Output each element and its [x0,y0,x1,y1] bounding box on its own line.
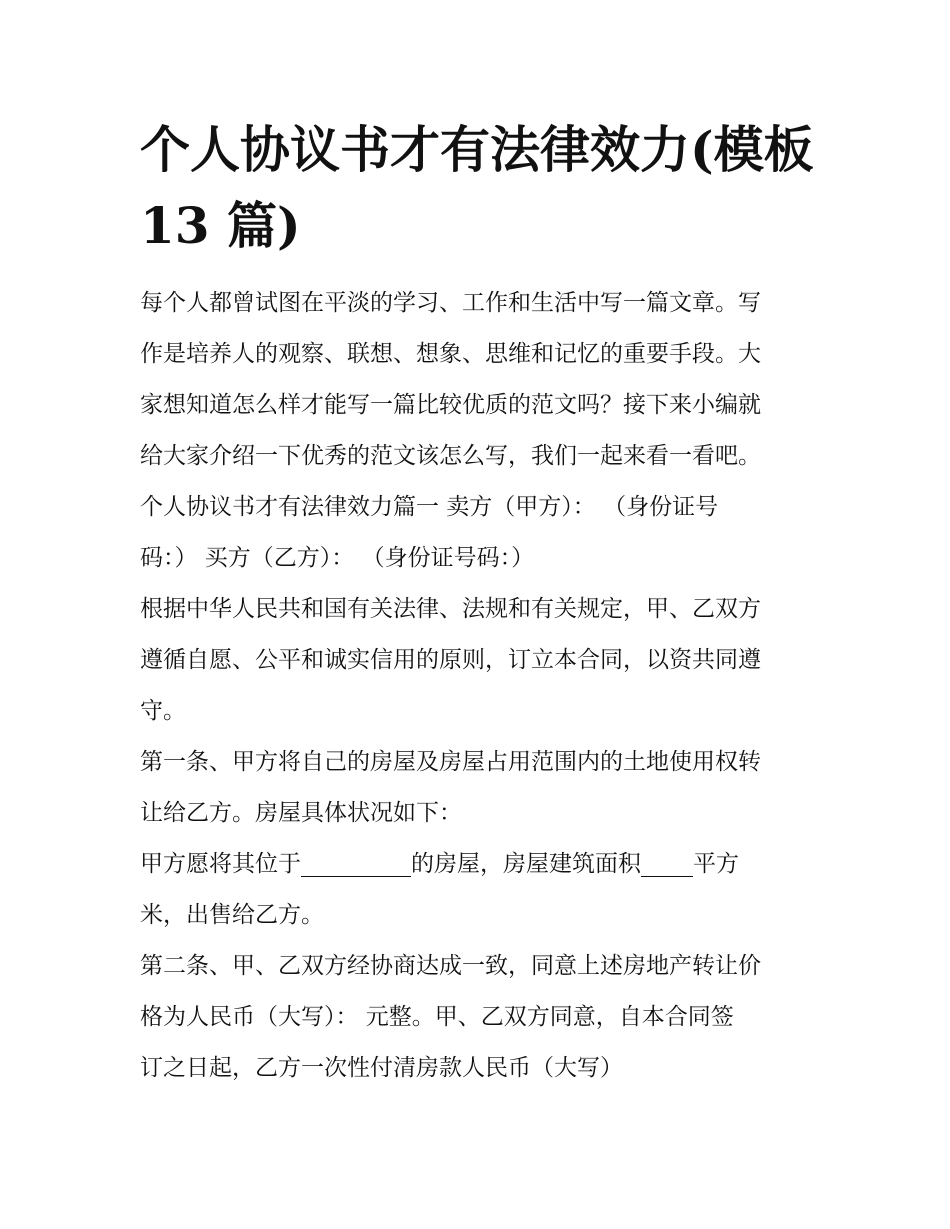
fill-in-text-2: 的房屋，房屋建筑面积 [411,851,641,877]
title-line-2: 13 篇) [140,196,301,255]
text-line: 米，出售给乙方。 [140,902,324,928]
fill-in-line [140,839,830,890]
text-line: 作是培养人的观察、联想、想象、思维和记忆的重要手段。大 [140,341,761,367]
text-line: 码：） 买方（乙方）： （身份证号码：） [140,545,535,571]
document-title [140,112,830,264]
text-line: 家想知道怎么样才能写一篇比较优质的范文吗？接下来小编就 [140,392,761,418]
text-line: 个人协议书才有法律效力篇一 卖方（甲方）： （身份证号 [140,494,719,520]
text-line: 让给乙方。房屋具体状况如下： [140,800,462,826]
text-line: 第一条、甲方将自己的房屋及房屋占用范围内的土地使用权转 [140,749,761,775]
text-line: 根据中华人民共和国有关法律、法规和有关规定，甲、乙双方 [140,596,761,622]
text-line: 第二条、甲、乙双方经协商达成一致，同意上述房地产转让价 [140,953,761,979]
fill-in-text-3: 平方 [693,851,739,877]
area-blank [641,846,693,877]
text-line: 给大家介绍一下优秀的范文该怎么写，我们一起来看一看吧。 [140,443,761,469]
text-line: 格为人民币（大写）： 元整。甲、乙双方同意，自本合同签 [140,1004,734,1030]
text-line: 每个人都曾试图在平淡的学习、工作和生活中写一篇文章。写 [140,290,761,316]
fill-in-text-1: 甲方愿将其位于 [140,851,301,877]
text-line: 遵循自愿、公平和诚实信用的原则，订立本合同，以资共同遵 [140,647,761,673]
text-line: 守。 [140,698,186,724]
text-line: 订之日起，乙方一次性付清房款人民币（大写） [140,1055,623,1081]
document-body [140,278,830,1094]
title-line-1: 个人协议书才有法律效力(模板 [140,120,814,179]
address-blank [301,846,411,877]
